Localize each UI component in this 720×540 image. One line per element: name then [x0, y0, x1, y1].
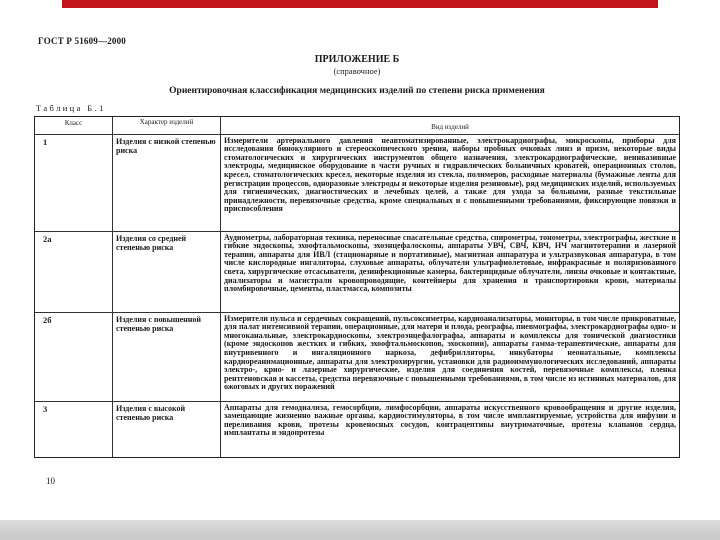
row-character: Изделия с низкой степенью риска	[113, 135, 221, 231]
annex-title: ПРИЛОЖЕНИЕ Б	[314, 54, 400, 65]
page-number: 10	[46, 476, 55, 486]
table-row	[35, 312, 679, 401]
top-accent-bar	[62, 0, 658, 8]
row-class: 1	[35, 135, 113, 231]
row-kind: Аудиометры, лабораторная техника, переносные спасательные средства, спирометры, тонометры, электрографы, жесткие и гибкие эндоскопы, эхоофтальмоскопы, эхоэнцефалоскопы, аппараты УВЧ, СВЧ, КВЧ, НЧ магнитотерапии и лазерной терапии, аппараты для ИВЛ (стационарные и портативные), магнитная аппаратура и ультразвуковая аппаратура, в том числе кислородные ингаляторы, слуховые аппараты, облучатели ультрафиолетовые, инфракрасные и поляризованного света, хирургические отсасыватели, дезинфекционные камеры, бактерицидные облучатели, линзы очковые и контактные, диализаторы и магистрали кровопроводящие, контейнеры для хранения и транспортировки крови, материалы пломбировочные, цементы, пластмасса, композиты	[224, 232, 676, 294]
annex-subtitle: (справочное)	[333, 66, 381, 76]
row-class: 2б	[35, 313, 113, 401]
table-label: Таблица Б.1	[36, 103, 106, 113]
row-kind: Аппараты для гемодиализа, гемосорбции, лимфосорбции, аппараты искусственного кровообращения и другие изделия, замещающие жизненно важные органы, кардиостимуляторы, в том числе имплантируемые, устройства для инфузии и переливания крови, протезы кровеносных сосудов, контрацептивы внутриматочные, протезы клапанов сердца, имплантаты и эндопротезы	[224, 402, 676, 438]
table-caption: Ориентировочная классификация медицинских изделий по степени риска применения	[169, 86, 545, 96]
table-header-row	[35, 117, 679, 134]
row-character: Изделия со средней степенью риска	[113, 232, 221, 312]
row-kind: Измерители пульса и сердечных сокращений, пульсоксиметры, кардиоанализаторы, мониторы, в том числе прикроватные, для палат интенсивной терапии, операционные, для матери и плода, реографы, пневмографы, электрокардиографы одно- и многоканальные, электрокардиоскопы, электроэнцефалографы, аппараты и комплексы для тонической диагностики (кроме эндоскопов жестких и гибких, эхоофтальмоскопов, эхоскопии), аппараты гамма-терапевтические, аппараты для внутривенного и ингаляционного наркоза, дефибрилляторы, инкубаторы неонатальные, комплексы кардиореанимационные, аппараты для электрохирургии, установки для радиоиммунологических исследований, аппараты электро-, крио- и лазерные хирургические, изделия для соединения костей, перевязочные комплексы, пленка рентгеновская и кассеты, средства перевязочные с повышенными требованиями, в том числе из истинных материалов, для ожоговых и других поражений	[224, 313, 676, 392]
header-class: Класс	[35, 117, 113, 134]
document-page	[32, 26, 682, 496]
row-kind: Измерители артериального давления неавтоматизированные, электрокардиографы, микроскопы, приборы для исследования бинокулярного и стереоскопического зрения, наборы пробных очковых линз и призм, некоторые виды стоматологических и хирургических инструментов общего назначения, электрокардиографические, неинвазивные электроды, медицинское оборудование в части ручных и гидравлических больничных кроватей, операционных столов, кресел, стоматологических кресел, некоторые изделия из стекла, полимеров, расходные материалы (бумажные ленты для регистрации процессов, одноразовые электроды и некоторые изделия резиновые), ряд медицинских изделий, используемых для гигиенических, диагностических и лечебных целей, а также для ухода за больными, разные текстильные принадлежности, перевязочные средства, кроме специальных и с повышенными требованиями, фиксирующие повязки и приспособления	[224, 135, 676, 214]
row-class: 2а	[35, 232, 113, 312]
row-character: Изделия с высокой степенью риска	[113, 402, 221, 457]
header-character: Характер изделий	[113, 117, 221, 134]
classification-table	[34, 116, 680, 458]
bottom-bar	[0, 520, 720, 540]
header-kind: Вид изделий	[431, 123, 469, 131]
row-class: 3	[35, 402, 113, 457]
table-row	[35, 231, 679, 312]
table-row	[35, 134, 679, 231]
table-row	[35, 401, 679, 457]
row-character: Изделия с повышенной степенью риска	[113, 313, 221, 401]
standard-header: ГОСТ Р 51609—2000	[38, 36, 127, 46]
